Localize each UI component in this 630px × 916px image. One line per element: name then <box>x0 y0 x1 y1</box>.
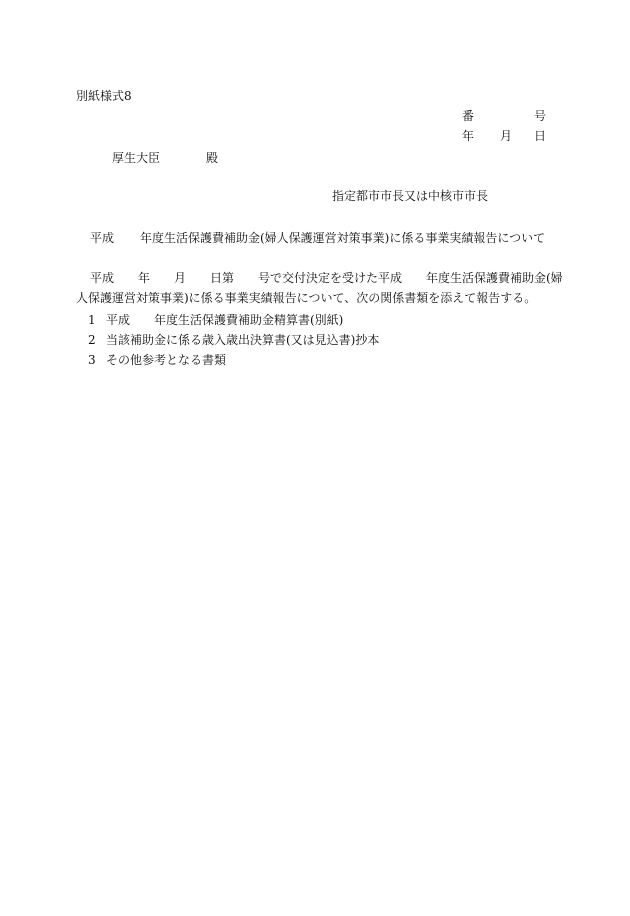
attachment-item-number: 1 <box>88 313 96 327</box>
body-text-line-2: 人保護運営対策事業)に係る事業実績報告について、次の関係書類を添えて報告する。 <box>76 291 537 305</box>
attachment-item-text: 当該補助金に係る歳入歳出決算書(又は見込書)抄本 <box>106 333 380 347</box>
body-text-line-1: 平成 年 月 日第 号で交付決定を受けた平成 年度生活保護費補助金(婦 <box>90 271 563 285</box>
form-number: 別紙様式8 <box>76 89 132 103</box>
attachment-item-number: 3 <box>88 353 96 367</box>
date-year-label: 年 <box>462 129 475 143</box>
sender-title: 指定都市市長又は中核市市長 <box>332 189 489 203</box>
attachment-item-number: 2 <box>88 333 96 347</box>
attachment-item-text: 平成 年度生活保護費補助金精算書(別紙) <box>106 313 344 327</box>
document-title: 年度生活保護費補助金(婦人保護運営対策事業)に係る事業実績報告について <box>140 231 546 245</box>
addressee-name: 厚生大臣 <box>112 151 161 165</box>
document-number-suffix: 号 <box>534 109 547 123</box>
document-title-era: 平成 <box>90 231 115 245</box>
attachment-item-text: その他参考となる書類 <box>106 353 227 367</box>
date-month-label: 月 <box>500 129 513 143</box>
document-number-label: 番 <box>462 109 475 123</box>
addressee-honorific: 殿 <box>206 151 219 165</box>
date-day-label: 日 <box>534 129 547 143</box>
